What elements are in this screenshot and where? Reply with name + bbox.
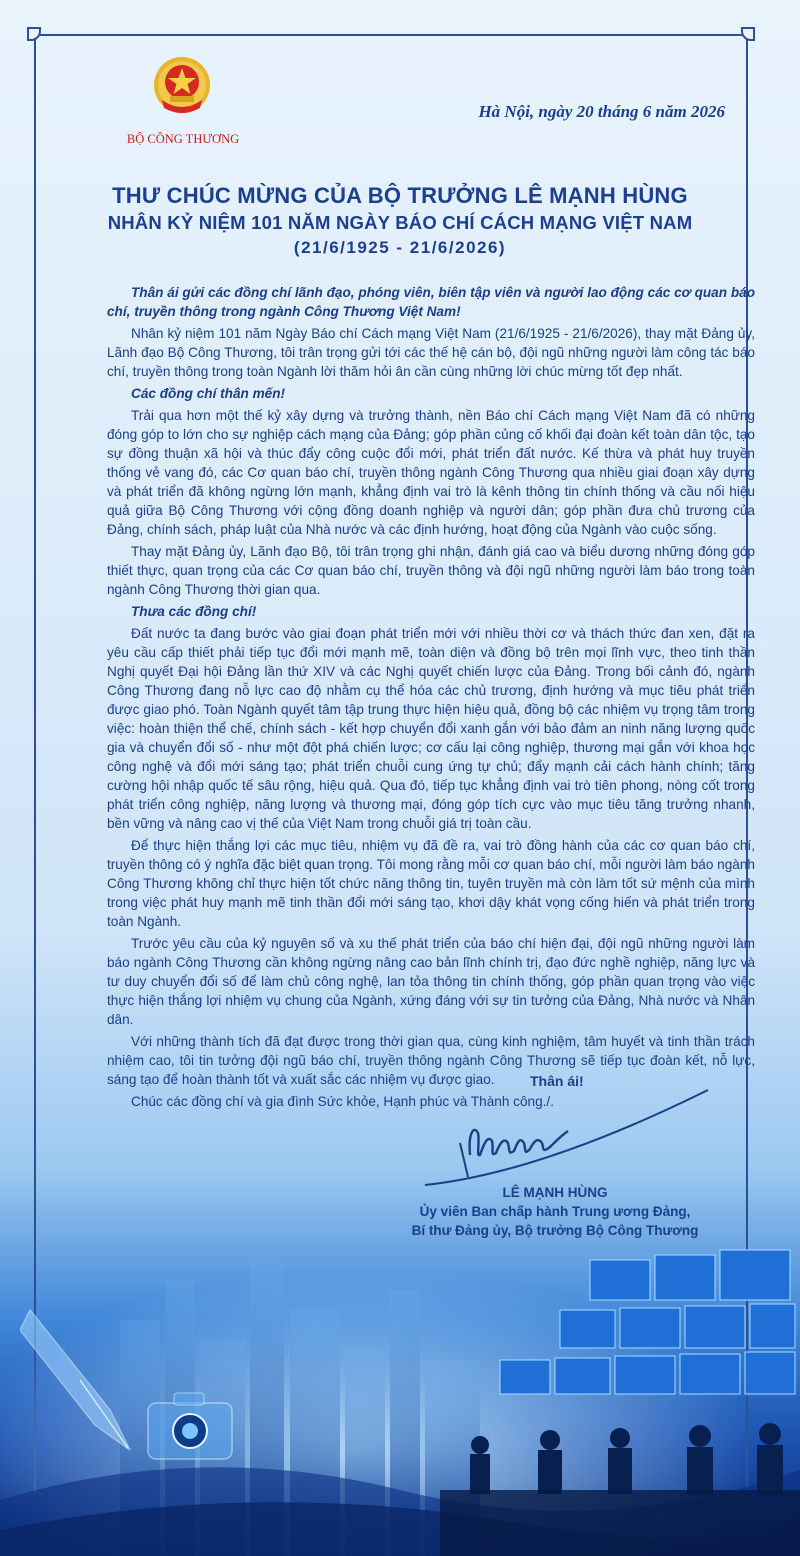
signer-name: LÊ MẠNH HÙNG <box>502 1185 608 1200</box>
paragraph: Trải qua hơn một thế kỷ xây dựng và trưởng thành, nền Báo chí Cách mạng Việt Nam đã có những đóng góp to lớn cho sự nghiệp cách mạng của Đảng; góp phần củng cố khối đại đoàn kết toàn dân tộc, tạo sự đồng thuận xã hội và thúc đẩy công cuộc đổi mới, phát triển đất nước. Kế thừa và phát huy truyền thống vẻ vang đó, các Cơ quan báo chí, truyền thông ngành Công Thương qua nhiều giai đoạn xây dựng và phát triển đã không ngừng lớn mạnh, khẳng định vai trò là kênh thông tin chính thống và cầu nối hiệu quả giữa Bộ Công Thương với cộng đồng doanh nghiệp và người dân; góp phần đưa chủ trương của Đảng, chính sách, pháp luật của Nhà nước và các định hướng, hoạt động của Ngành vào cuộc sống. <box>107 408 755 537</box>
control-room-screens <box>440 1240 800 1556</box>
national-emblem-icon <box>152 56 212 118</box>
fountain-pen-icon <box>20 1300 160 1460</box>
letter-dates: (21/6/1925 - 21/6/2026) <box>293 238 507 257</box>
paragraph: Nhân kỷ niệm 101 năm Ngày Báo chí Cách mạng Việt Nam (21/6/1925 - 21/6/2026), thay mặt Đảng ủy, Lãnh đạo Bộ Công Thương, tôi trân trọng gửi tới các thế hệ cán bộ, đội ngũ những người làm công tác báo chí, truyền thông trong toàn Ngành lời thăm hỏi ân cần cùng những lời chúc mừng tốt đẹp nhất. <box>107 326 755 379</box>
salutation: Thưa các đồng chí! <box>131 604 257 619</box>
ministry-name: BỘ CÔNG THƯƠNG <box>126 132 240 146</box>
letter-greeting: Thân ái gửi các đồng chí lãnh đạo, phóng viên, biên tập viên và người lao động các cơ quan báo chí, truyền thông trong ngành Công Thương Việt Nam! <box>107 285 755 319</box>
paragraph: Thay mặt Đảng ủy, Lãnh đạo Bộ, tôi trân trọng ghi nhận, đánh giá cao và biểu dương những đóng góp thiết thực, quan trọng của các Cơ quan báo chí, truyền thông và đội ngũ những người làm báo trong toàn ngành Công Thương thời gian qua. <box>107 544 755 597</box>
closing: Thân ái! <box>530 1073 584 1089</box>
dateline: Hà Nội, ngày 20 tháng 6 năm 2026 <box>478 102 725 121</box>
paragraph: Trước yêu cầu của kỷ nguyên số và xu thế phát triển của báo chí hiện đại, đội ngũ những người làm báo ngành Công Thương cần không ngừng nâng cao bản lĩnh chính trị, đạo đức nghề nghiệp, năng lực và tư duy chuyển đổi số để làm chủ công nghệ, lan tỏa thông tin chính thống, góp phần quan trọng vào việc thực hiện thắng lợi nhiệm vụ chung của Ngành, xứng đáng với sự tin tưởng của Đảng, Nhà nước và Nhân dân. <box>107 936 755 1027</box>
letter-body <box>107 283 755 1114</box>
signature <box>420 1085 720 1195</box>
salutation: Các đồng chí thân mến! <box>131 386 286 401</box>
letter-title: THƯ CHÚC MỪNG CỦA BỘ TRƯỞNG LÊ MẠNH HÙNG <box>112 183 688 208</box>
camera-icon <box>140 1385 240 1465</box>
paragraph: Chúc các đồng chí và gia đình Sức khỏe, Hạnh phúc và Thành công./. <box>131 1094 554 1109</box>
paragraph: Để thực hiện thắng lợi các mục tiêu, nhiệm vụ đã đề ra, vai trò đồng hành của các cơ quan báo chí, truyền thông có ý nghĩa đặc biệt quan trọng. Tôi mong rằng mỗi cơ quan báo chí, mỗi người làm báo ngành Công Thương không chỉ thực hiện tốt chức năng thông tin, tuyên truyền mà còn làm tốt sứ mệnh của mình trong việc phát huy mạnh mẽ tinh thần đổi mới sáng tạo, khơi dậy khát vọng cống hiến và phát triển trong toàn Ngành. <box>107 838 755 929</box>
letter-subtitle: NHÂN KỶ NIỆM 101 NĂM NGÀY BÁO CHÍ CÁCH MẠNG VIỆT NAM <box>107 212 693 233</box>
paragraph: Với những thành tích đã đạt được trong thời gian qua, cùng kinh nghiệm, tâm huyết và tinh thần trách nhiệm cao, tôi tin tưởng đội ngũ báo chí, truyền thông ngành Công Thương sẽ tiếp tục đoàn kết, nỗ lực, sáng tạo để hoàn thành tốt và xuất sắc các nhiệm vụ được giao. <box>107 1034 755 1087</box>
paragraph: Đất nước ta đang bước vào giai đoạn phát triển mới với nhiều thời cơ và thách thức đan xen, đặt ra yêu cầu cấp thiết phải tiếp tục đổi mới mạnh mẽ, toàn diện và đồng bộ trên mọi lĩnh vực, theo tinh thần Nghị quyết Đại hội Đảng lần thứ XIV và các Nghị quyết chiến lược của Đảng. Trong bối cảnh đó, ngành Công Thương đang nỗ lực cao độ nhằm cụ thể hóa các chủ trương, định hướng và mục tiêu phát triển được giao phó. Toàn Ngành quyết tâm tập trung thực hiện hiệu quả, đồng bộ các nhiệm vụ trọng tâm trong việc: hoàn thiện thể chế, chính sách - kết hợp chuyển đổi xanh gắn với bảo đảm an ninh năng lượng quốc gia và chuyển đổi số - như một đột phá chiến lược; cơ cấu lại công nghiệp, thương mại gắn với khoa học công nghệ và đổi mới sáng tạo; phát triển chuỗi cung ứng tự chủ; đẩy mạnh cải cách hành chính; tăng cường hội nhập quốc tế sâu rộng, hiệu quả. Qua đó, tiếp tục khẳng định vai trò tiên phong, nòng cốt trong phát triển công nghiệp, năng lượng và thương mại, đóng góp tích cực vào mục tiêu tăng trưởng nhanh, bền vững và nâng cao vị thế của Việt Nam trong chuỗi giá trị toàn cầu. <box>107 626 755 831</box>
